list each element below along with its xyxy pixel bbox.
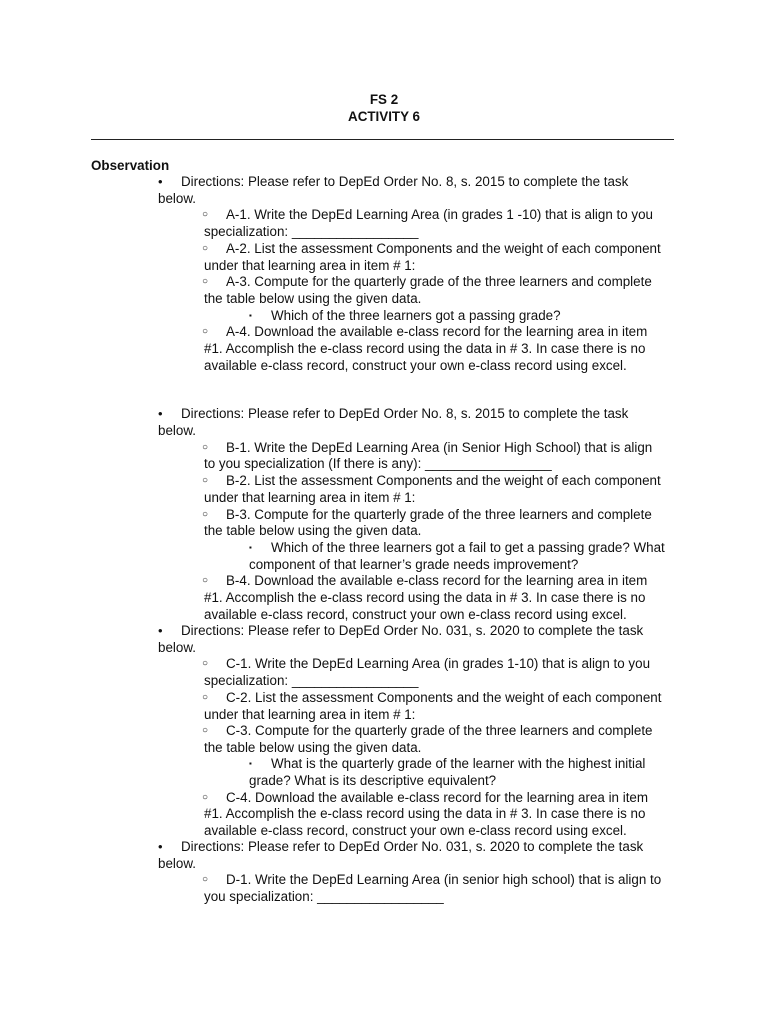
text-line: under that learning area in item # 1: xyxy=(204,490,416,505)
bullet-circle: ○ xyxy=(202,243,209,254)
bullet-circle: ○ xyxy=(202,658,209,669)
text-line: below. xyxy=(158,423,196,438)
text-line: below. xyxy=(158,640,196,655)
text-line: available e-class record, construct your own e-class record using excel. xyxy=(204,358,627,373)
horizontal-rule xyxy=(91,139,674,140)
bullet-circle: ○ xyxy=(202,475,209,486)
text-line: the table below using the given data. xyxy=(204,740,422,755)
bullet-circle: ○ xyxy=(202,692,209,703)
directions-line: Directions: Please refer to DepEd Order No. 031, s. 2020 to complete the task xyxy=(181,623,644,638)
text-line: you specialization: _________________ xyxy=(204,889,444,904)
item-c4: C-4. Download the available e-class record for the learning area in item xyxy=(226,790,649,805)
text-line: #1. Accomplish the e-class record using the data in # 3. In case there is no xyxy=(204,806,646,821)
bullet-disc: • xyxy=(158,623,163,638)
text-line: under that learning area in item # 1: xyxy=(204,258,416,273)
bullet-circle: ○ xyxy=(202,725,209,736)
item-b4: B-4. Download the available e-class record for the learning area in item xyxy=(226,573,648,588)
item-c2: C-2. List the assessment Components and the weight of each component xyxy=(226,690,662,705)
text-line: the table below using the given data. xyxy=(204,291,422,306)
text-line: below. xyxy=(158,191,196,206)
bullet-circle: ○ xyxy=(202,792,209,803)
bullet-disc: • xyxy=(158,174,163,189)
bullet-square: ▪ xyxy=(249,311,252,320)
item-b1: B-1. Write the DepEd Learning Area (in Senior High School) that is align xyxy=(226,440,653,455)
bullet-disc: • xyxy=(158,406,163,421)
text-line: component of that learner’s grade needs improvement? xyxy=(249,557,579,572)
text-line: specialization: _________________ xyxy=(204,224,419,239)
item-c1: C-1. Write the DepEd Learning Area (in grades 1-10) that is align to you xyxy=(226,656,651,671)
bullet-circle: ○ xyxy=(202,326,209,337)
item-b2: B-2. List the assessment Components and the weight of each component xyxy=(226,473,661,488)
text-line: grade? What is its descriptive equivalent? xyxy=(249,773,497,788)
directions-line: Directions: Please refer to DepEd Order No. 031, s. 2020 to complete the task xyxy=(181,839,644,854)
item-c3: C-3. Compute for the quarterly grade of the three learners and complete xyxy=(226,723,653,738)
sub-question: Which of the three learners got a fail to get a passing grade? What xyxy=(271,540,665,555)
document-subtitle: ACTIVITY 6 xyxy=(348,109,420,124)
item-a2: A-2. List the assessment Components and the weight of each component xyxy=(226,241,661,256)
text-line: available e-class record, construct your own e-class record using excel. xyxy=(204,607,627,622)
text-line: below. xyxy=(158,856,196,871)
text-line: the table below using the given data. xyxy=(204,523,422,538)
item-d1: D-1. Write the DepEd Learning Area (in senior high school) that is align to xyxy=(226,872,662,887)
text-line: available e-class record, construct your own e-class record using excel. xyxy=(204,823,627,838)
text-line: to you specialization (If there is any): _________________ xyxy=(204,456,552,471)
directions-line: Directions: Please refer to DepEd Order No. 8, s. 2015 to complete the task xyxy=(181,406,629,421)
bullet-circle: ○ xyxy=(202,276,209,287)
document-title: FS 2 xyxy=(369,92,399,107)
section-title: Observation xyxy=(91,158,170,173)
item-b3: B-3. Compute for the quarterly grade of the three learners and complete xyxy=(226,507,652,522)
bullet-square: ▪ xyxy=(249,543,252,552)
sub-question: What is the quarterly grade of the learner with the highest initial xyxy=(271,756,646,771)
bullet-circle: ○ xyxy=(202,509,209,520)
bullet-disc: • xyxy=(158,839,163,854)
bullet-square: ▪ xyxy=(249,759,252,768)
item-a3: A-3. Compute for the quarterly grade of the three learners and complete xyxy=(226,274,652,289)
text-line: #1. Accomplish the e-class record using the data in # 3. In case there is no xyxy=(204,341,646,356)
sub-question: Which of the three learners got a passing grade? xyxy=(271,308,561,323)
directions-line: Directions: Please refer to DepEd Order No. 8, s. 2015 to complete the task xyxy=(181,174,629,189)
text-line: under that learning area in item # 1: xyxy=(204,707,416,722)
bullet-circle: ○ xyxy=(202,442,209,453)
bullet-circle: ○ xyxy=(202,874,209,885)
text-line: #1. Accomplish the e-class record using the data in # 3. In case there is no xyxy=(204,590,646,605)
item-a4: A-4. Download the available e-class record for the learning area in item xyxy=(226,324,648,339)
text-line: specialization: _________________ xyxy=(204,673,419,688)
bullet-circle: ○ xyxy=(202,209,209,220)
bullet-circle: ○ xyxy=(202,575,209,586)
item-a1: A-1. Write the DepEd Learning Area (in grades 1 -10) that is align to you xyxy=(226,207,654,222)
